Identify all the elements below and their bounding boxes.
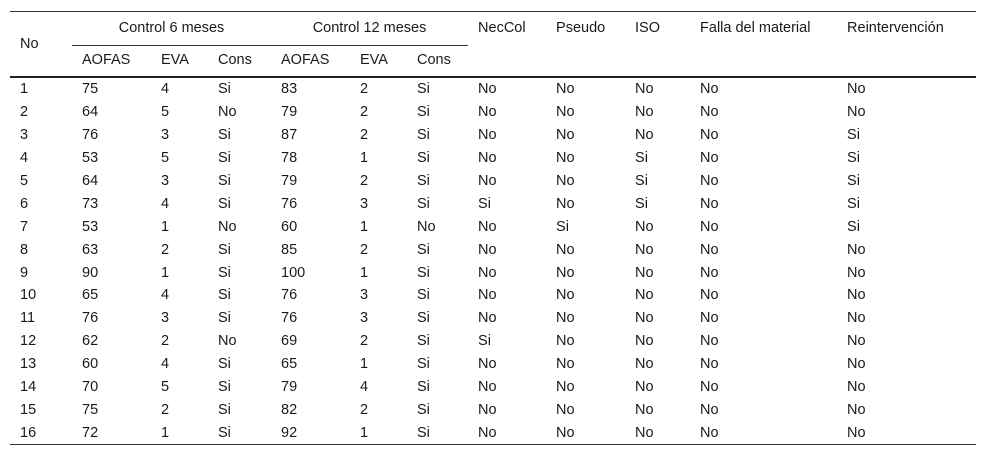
cell-reint: Si xyxy=(847,195,860,212)
cell-aofas-12: 100 xyxy=(281,264,306,281)
cell-iso: No xyxy=(635,81,654,98)
cell-iso: No xyxy=(635,241,654,258)
cell-aofas-12: 76 xyxy=(281,310,298,327)
cell-eva-12: 3 xyxy=(360,195,369,212)
cell-iso: Si xyxy=(635,195,648,212)
cell-eva-6: 4 xyxy=(161,287,170,304)
cell-aofas-6: 70 xyxy=(82,379,99,396)
cell-aofas-6: 72 xyxy=(72,421,151,444)
cell-reint: No xyxy=(847,287,866,304)
cell-eva-12: 1 xyxy=(350,421,407,444)
cell-eva-6: 5 xyxy=(161,150,170,167)
header-pseudo: Pseudo xyxy=(546,12,625,78)
table-row xyxy=(10,307,976,330)
cell-falla: No xyxy=(700,241,719,258)
cell-cons-6: No xyxy=(218,218,237,235)
cell-cons-6: No xyxy=(218,333,237,350)
cell-neccol: No xyxy=(478,173,497,189)
cell-cons-6: Si xyxy=(208,421,271,444)
cell-falla: No xyxy=(700,81,719,98)
table-row xyxy=(10,77,976,101)
cell-reint: No xyxy=(847,241,866,258)
cell-cons-6: Si xyxy=(218,81,231,98)
cell-falla: No xyxy=(700,218,719,235)
cell-aofas-12: 60 xyxy=(281,218,298,235)
cell-cons-6: Si xyxy=(218,150,231,167)
cell-iso: No xyxy=(635,287,654,304)
cell-iso: Si xyxy=(635,150,648,167)
cell-iso: Si xyxy=(635,173,648,189)
cell-pseudo: No xyxy=(556,310,575,327)
cell-iso: No xyxy=(625,421,690,444)
cell-falla: No xyxy=(700,127,719,144)
cell-aofas-12: 85 xyxy=(281,241,298,258)
cell-aofas-6: 53 xyxy=(82,218,99,235)
header-eva-12: EVA xyxy=(350,44,407,77)
header-cons-6: Cons xyxy=(208,44,271,77)
cell-neccol: No xyxy=(478,287,497,304)
cell-reint: Si xyxy=(847,127,860,144)
cell-reint: No xyxy=(847,104,866,121)
cell-eva-12: 2 xyxy=(360,127,369,144)
cell-reint: No xyxy=(847,356,866,373)
cell-pseudo: No xyxy=(556,150,575,167)
header-control-6-label: Control 6 meses xyxy=(72,20,271,46)
cell-reint: No xyxy=(847,264,866,281)
cell-aofas-6: 76 xyxy=(82,127,99,144)
cell-cons-6: Si xyxy=(218,173,231,189)
cell-cons-12: Si xyxy=(417,401,430,418)
cell-falla: No xyxy=(700,356,719,373)
header-no: No xyxy=(10,12,72,78)
table-row xyxy=(10,261,976,284)
cell-pseudo: No xyxy=(556,356,575,373)
cell-cons-6: Si xyxy=(218,127,231,144)
cell-reint: No xyxy=(847,81,866,98)
cell-aofas-12: 79 xyxy=(281,173,298,189)
cell-eva-12: 2 xyxy=(360,333,369,350)
cell-aofas-12: 79 xyxy=(281,104,298,121)
cell-no: 7 xyxy=(20,218,29,235)
cell-aofas-6: 64 xyxy=(82,173,99,189)
cell-pseudo: No xyxy=(546,421,625,444)
cell-falla: No xyxy=(700,333,719,350)
cell-no: 12 xyxy=(20,333,37,350)
table-row xyxy=(10,353,976,376)
cell-aofas-6: 62 xyxy=(82,333,99,350)
cell-aofas-6: 75 xyxy=(82,401,99,418)
cell-cons-12: Si xyxy=(417,264,430,281)
cell-falla: No xyxy=(690,421,837,444)
cell-eva-6: 5 xyxy=(161,104,170,121)
cell-aofas-12: 92 xyxy=(271,421,350,444)
cell-neccol: No xyxy=(468,421,546,444)
cell-no: 10 xyxy=(20,287,37,304)
cell-iso: No xyxy=(635,264,654,281)
cell-cons-6: Si xyxy=(218,310,231,327)
header-eva-6: EVA xyxy=(151,44,208,77)
cell-eva-6: 1 xyxy=(161,264,170,281)
cell-eva-6: 2 xyxy=(161,241,170,258)
cell-neccol: Si xyxy=(478,333,491,350)
cell-eva-6: 5 xyxy=(161,379,170,396)
cell-no: 15 xyxy=(20,401,37,418)
cell-cons-12: Si xyxy=(417,81,430,98)
cell-falla: No xyxy=(700,150,719,167)
cell-reint: No xyxy=(847,379,866,396)
table-row xyxy=(10,215,976,238)
cell-cons-12: Si xyxy=(407,421,468,444)
cell-aofas-6: 65 xyxy=(82,287,99,304)
cell-falla: No xyxy=(700,287,719,304)
cell-eva-12: 3 xyxy=(360,310,369,327)
cell-iso: No xyxy=(635,401,654,418)
table-row xyxy=(10,421,976,444)
cell-cons-6: Si xyxy=(218,241,231,258)
cell-cons-6: Si xyxy=(218,264,231,281)
cell-pseudo: No xyxy=(556,401,575,418)
cell-cons-12: Si xyxy=(417,195,430,212)
table-row xyxy=(10,147,976,170)
cell-iso: No xyxy=(635,218,654,235)
cell-aofas-12: 82 xyxy=(281,401,298,418)
cell-aofas-6: 53 xyxy=(82,150,99,167)
cell-aofas-6: 75 xyxy=(82,81,99,98)
cell-neccol: No xyxy=(478,104,497,121)
cell-no: 6 xyxy=(20,195,29,212)
cell-aofas-6: 73 xyxy=(82,195,99,212)
cell-reint: No xyxy=(847,401,866,418)
cell-aofas-12: 65 xyxy=(281,356,298,373)
cell-aofas-6: 60 xyxy=(82,356,99,373)
cell-neccol: Si xyxy=(478,195,491,212)
cell-cons-12: Si xyxy=(417,379,430,396)
cell-cons-6: Si xyxy=(218,401,231,418)
cell-neccol: No xyxy=(478,310,497,327)
cell-no: 11 xyxy=(20,310,36,327)
cell-aofas-6: 76 xyxy=(82,310,99,327)
cell-eva-12: 2 xyxy=(360,401,369,418)
cell-eva-6: 4 xyxy=(161,81,170,98)
table-row xyxy=(10,101,976,124)
cell-eva-6: 2 xyxy=(161,401,170,418)
cell-aofas-12: 78 xyxy=(281,150,298,167)
table-row xyxy=(10,330,976,353)
cell-iso: No xyxy=(635,104,654,121)
cell-pseudo: No xyxy=(556,241,575,258)
cell-eva-6: 2 xyxy=(161,333,170,350)
header-cons-12: Cons xyxy=(407,44,468,77)
cell-eva-6: 3 xyxy=(161,310,170,327)
cell-reint: Si xyxy=(847,218,860,235)
cell-pseudo: No xyxy=(556,81,575,98)
cell-neccol: No xyxy=(478,150,497,167)
cell-eva-6: 3 xyxy=(161,173,170,189)
cell-eva-12: 1 xyxy=(360,356,369,373)
cell-cons-12: No xyxy=(417,218,436,235)
cell-eva-12: 2 xyxy=(360,104,369,121)
cell-neccol: No xyxy=(478,241,497,258)
header-control-12-meses xyxy=(271,12,468,45)
cell-pseudo: No xyxy=(556,127,575,144)
cell-no: 3 xyxy=(20,127,29,144)
cell-cons-6: Si xyxy=(218,356,231,373)
cell-pseudo: No xyxy=(556,264,575,281)
cell-eva-12: 2 xyxy=(360,241,369,258)
cell-cons-12: Si xyxy=(417,333,430,350)
header-neccol: NecCol xyxy=(468,12,546,78)
table-row xyxy=(10,192,976,215)
cell-aofas-12: 87 xyxy=(281,127,298,144)
cell-falla: No xyxy=(700,264,719,281)
cell-iso: No xyxy=(635,333,654,350)
results-table xyxy=(10,11,976,445)
cell-eva-6: 3 xyxy=(161,127,170,144)
table-row xyxy=(10,398,976,421)
table-body xyxy=(10,77,976,445)
cell-falla: No xyxy=(700,310,719,327)
cell-no: 4 xyxy=(20,150,29,167)
cell-eva-12: 3 xyxy=(360,287,369,304)
cell-pseudo: No xyxy=(556,333,575,350)
cell-pseudo: Si xyxy=(556,218,569,235)
cell-falla: No xyxy=(700,173,719,189)
cell-falla: No xyxy=(700,379,719,396)
cell-iso: No xyxy=(635,356,654,373)
cell-aofas-12: 79 xyxy=(281,379,298,396)
cell-cons-6: Si xyxy=(218,195,231,212)
cell-cons-12: Si xyxy=(417,173,430,189)
cell-eva-12: 1 xyxy=(360,218,369,235)
cell-cons-12: Si xyxy=(417,241,430,258)
cell-reint: Si xyxy=(847,173,860,189)
cell-eva-6: 4 xyxy=(161,195,170,212)
cell-neccol: No xyxy=(478,127,497,144)
cell-cons-12: Si xyxy=(417,310,430,327)
table-row xyxy=(10,284,976,307)
cell-eva-12: 4 xyxy=(360,379,369,396)
cell-pseudo: No xyxy=(556,379,575,396)
cell-aofas-12: 76 xyxy=(281,195,298,212)
cell-neccol: No xyxy=(478,81,497,98)
header-control-12-label: Control 12 meses xyxy=(271,20,468,46)
header-control-6-meses xyxy=(72,12,271,45)
cell-reint: Si xyxy=(847,150,860,167)
cell-reint: No xyxy=(837,421,976,444)
cell-cons-12: Si xyxy=(417,287,430,304)
cell-cons-6: Si xyxy=(218,287,231,304)
cell-aofas-12: 76 xyxy=(281,287,298,304)
cell-no: 16 xyxy=(10,421,72,444)
cell-aofas-6: 63 xyxy=(82,241,99,258)
cell-cons-12: Si xyxy=(417,127,430,144)
cell-reint: No xyxy=(847,333,866,350)
cell-eva-12: 2 xyxy=(360,81,369,98)
cell-no: 13 xyxy=(20,356,37,373)
cell-eva-6: 1 xyxy=(161,218,170,235)
cell-no: 8 xyxy=(20,241,29,258)
cell-cons-6: No xyxy=(218,104,237,121)
cell-iso: No xyxy=(635,379,654,396)
cell-reint: No xyxy=(847,310,866,327)
cell-cons-6: Si xyxy=(218,379,231,396)
cell-iso: No xyxy=(635,310,654,327)
cell-eva-12: 1 xyxy=(360,150,369,167)
header-iso: ISO xyxy=(625,12,690,78)
cell-eva-6: 4 xyxy=(161,356,170,373)
cell-pseudo: No xyxy=(556,287,575,304)
cell-cons-12: Si xyxy=(417,150,430,167)
header-aofas-6: AOFAS xyxy=(72,44,151,77)
cell-eva-12: 2 xyxy=(360,173,369,189)
cell-pseudo: No xyxy=(556,104,575,121)
cell-neccol: No xyxy=(478,379,497,396)
cell-aofas-6: 90 xyxy=(82,264,99,281)
cell-neccol: No xyxy=(478,264,497,281)
cell-neccol: No xyxy=(478,218,497,235)
cell-eva-12: 1 xyxy=(360,264,369,281)
table-row xyxy=(10,376,976,399)
cell-pseudo: No xyxy=(556,173,575,189)
cell-aofas-12: 69 xyxy=(281,333,298,350)
header-row-groups xyxy=(10,12,976,45)
cell-falla: No xyxy=(700,104,719,121)
header-reintervencion: Reintervención xyxy=(837,12,976,78)
cell-aofas-12: 83 xyxy=(281,81,298,98)
header-aofas-12: AOFAS xyxy=(271,44,350,77)
table-row xyxy=(10,124,976,147)
cell-no: 9 xyxy=(20,264,29,281)
cell-neccol: No xyxy=(478,401,497,418)
cell-no: 5 xyxy=(20,173,29,189)
cell-iso: No xyxy=(635,127,654,144)
cell-aofas-6: 64 xyxy=(82,104,99,121)
cell-no: 1 xyxy=(20,81,29,98)
cell-eva-6: 1 xyxy=(151,421,208,444)
table-row xyxy=(10,170,976,193)
cell-cons-12: Si xyxy=(417,356,430,373)
cell-falla: No xyxy=(700,195,719,212)
cell-no: 14 xyxy=(20,379,37,396)
cell-pseudo: No xyxy=(556,195,575,212)
header-falla-material: Falla del material xyxy=(690,12,837,78)
table-row xyxy=(10,238,976,261)
cell-cons-12: Si xyxy=(417,104,430,121)
cell-neccol: No xyxy=(478,356,497,373)
cell-falla: No xyxy=(700,401,719,418)
cell-no: 2 xyxy=(20,104,29,121)
